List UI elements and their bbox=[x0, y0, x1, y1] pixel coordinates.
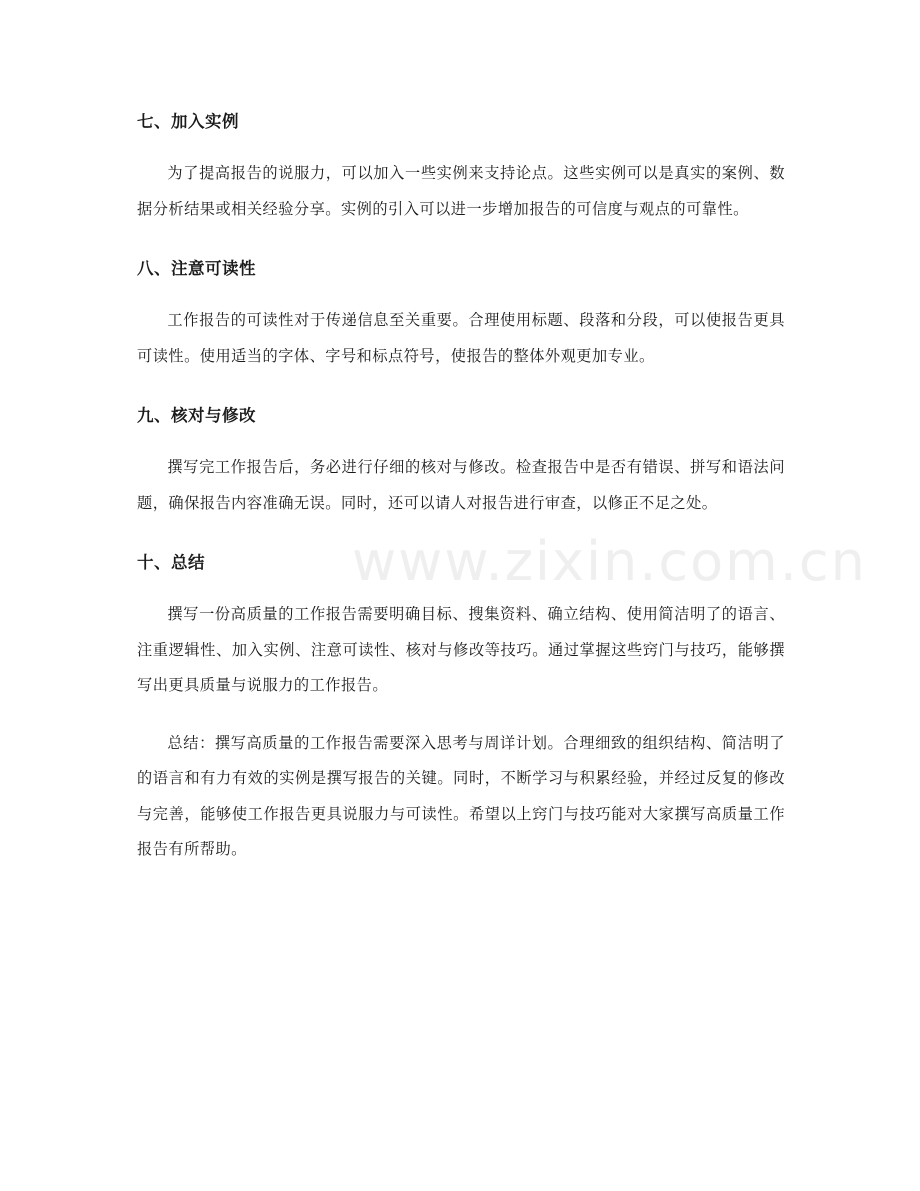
watermark: www.zixin.com.cn bbox=[352, 530, 867, 593]
summary-paragraph: 总结：撰写高质量的工作报告需要深入思考与周详计划。合理细致的组织结构、简洁明了的语言和有力有效的实例是撰写报告的关键。同时，不断学习与积累经验，并经过反复的修改与完善，能够使工作报告更具说服力与可读性。希望以上窍门与技巧能对大家撰写高质量工作报告有所帮助。 bbox=[137, 733, 785, 858]
section-heading: 九、核对与修改 bbox=[137, 406, 256, 425]
section-add-examples bbox=[137, 104, 785, 227]
section-heading: 七、加入实例 bbox=[137, 112, 239, 131]
section-paragraph: 工作报告的可读性对于传递信息至关重要。合理使用标题、段落和分段，可以使报告更具可读性。使用适当的字体、字号和标点符号，使报告的整体外观更加专业。 bbox=[137, 311, 785, 365]
section-conclusion bbox=[137, 545, 785, 704]
section-heading: 八、注意可读性 bbox=[137, 259, 256, 278]
section-paragraph: 撰写完工作报告后，务必进行仔细的核对与修改。检查报告中是否有错误、拼写和语法问题，确保报告内容准确无误。同时，还可以请人对报告进行审查，以修正不足之处。 bbox=[137, 458, 785, 512]
section-review-revise bbox=[137, 398, 785, 521]
section-paragraph: 撰写一份高质量的工作报告需要明确目标、搜集资料、确立结构、使用简洁明了的语言、注重逻辑性、加入实例、注意可读性、核对与修改等技巧。通过掌握这些窍门与技巧，能够撰写出更具质量与说服力的工作报告。 bbox=[137, 605, 785, 694]
section-readability bbox=[137, 251, 785, 374]
document-body bbox=[137, 104, 867, 868]
section-paragraph: 为了提高报告的说服力，可以加入一些实例来支持论点。这些实例可以是真实的案例、数据分析结果或相关经验分享。实例的引入可以进一步增加报告的可信度与观点的可靠性。 bbox=[137, 164, 785, 218]
section-heading: 十、总结 bbox=[137, 553, 205, 572]
